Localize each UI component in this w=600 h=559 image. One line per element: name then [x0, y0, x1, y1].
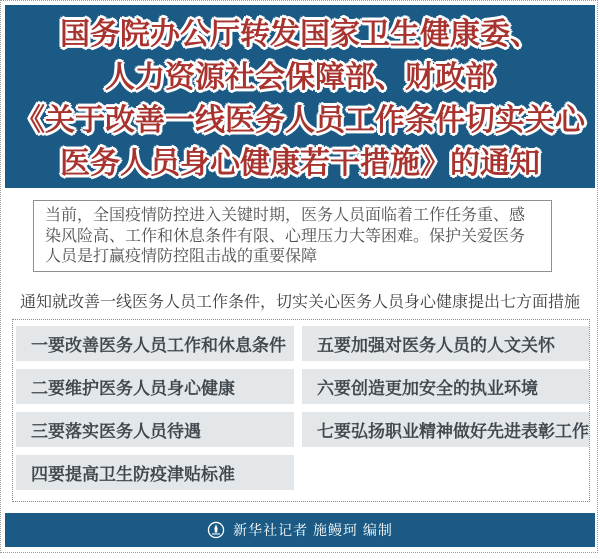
measure-item-5: 五要加强对医务人员的人文关怀	[302, 326, 589, 361]
measure-empty-cell	[302, 455, 589, 490]
poster-title-line-3: 《关于改善一线医务人员工作条件切实关心	[15, 104, 585, 137]
summary-text-box: 当前，全国疫情防控进入关键时期，医务人员面临着工作任务重、感染风险高、工作和休息条件有限、心理压力大等困难。保护关爱医务人员是打赢疫情防控阻击战的重要保障	[33, 200, 552, 272]
intro-sentence: 通知就改善一线医务人员工作条件，切实关心医务人员身心健康提出七方面措施	[19, 294, 580, 311]
measure-item-6: 六要创造更加安全的执业环境	[302, 369, 589, 404]
measure-item-2: 二要维护医务人员身心健康	[16, 369, 294, 404]
poster-header	[5, 5, 595, 188]
measure-item-4: 四要提高卫生防疫津贴标准	[16, 455, 294, 490]
poster-title-line-2: 人力资源社会保障部、财政部	[105, 61, 495, 94]
measure-item-1: 一要改善医务人员工作和休息条件	[16, 326, 294, 361]
footer-credit-text: 新华社记者 施鳗珂 编制	[233, 522, 393, 538]
xinhua-emblem-icon	[207, 521, 225, 539]
measures-section	[12, 319, 590, 502]
measure-item-7: 七要弘扬职业精神做好先进表彰工作	[302, 412, 589, 447]
measure-item-3: 三要落实医务人员待遇	[16, 412, 294, 447]
poster-title-line-4: 医务人员身心健康若干措施》的通知	[60, 147, 540, 180]
measures-grid	[16, 326, 589, 495]
footer-credit-bar	[5, 513, 595, 547]
poster-title-line-1: 国务院办公厅转发国家卫生健康委、	[60, 18, 540, 51]
